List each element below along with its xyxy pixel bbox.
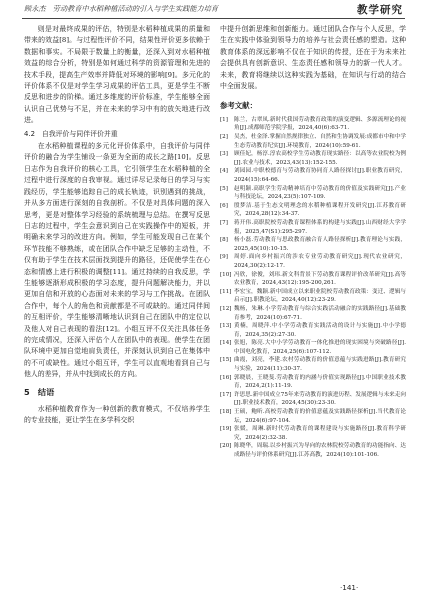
reference-item xyxy=(220,322,406,339)
subsection-heading: 4.2 自我评价与同伴评价并重 xyxy=(24,129,118,138)
reference-text: 赵明颖.高职学生劳动精神培育中劳动教育的价值及实践研究[J].产业与科技论坛，2024,23(5):107-109. xyxy=(234,185,406,201)
section-heading: 5 结语 xyxy=(24,386,55,397)
reference-number: [5] xyxy=(220,185,228,192)
reference-item xyxy=(220,236,406,253)
reference-item xyxy=(220,219,406,236)
reference-item xyxy=(220,339,406,356)
reference-text: 殷梦洁.基于生态文明理念的水稻种植课程开发研究[J].江苏教育研究，2024,28(12):34-37. xyxy=(234,202,406,218)
reference-item xyxy=(220,116,406,133)
reference-text: 王硕，鲍昕.高校劳动教育的价值意蕴及实践路径探析[J].当代教育论坛，2024(6):97-104. xyxy=(234,409,406,424)
reference-number: [17] xyxy=(220,391,232,398)
reference-number: [2] xyxy=(220,134,228,141)
reference-item xyxy=(220,305,406,322)
reference-number: [11] xyxy=(220,288,232,295)
reference-item xyxy=(220,167,406,184)
reference-number: [9] xyxy=(220,254,228,261)
reference-item xyxy=(220,425,406,442)
reference-text: 黄楠，周晓萍.中小学劳动教育实践活动的设计与实施[J].中小学德育，2024,35(2):27-30. xyxy=(234,323,406,338)
reference-number: [15] xyxy=(220,357,232,364)
paragraph: 中提升创新思维和创新能力。通过团队合作与个人反思，学生在实践中体验到领导力的培养与社会责任感的塑造。这种教育体系的深远影响不仅在于知识的传授，还在于为未来社会提供具有创新意识、生态责任感和领导力的新一代人才。未来，教育将继续以这种实践为基础，在知识与行动的结合中全面发展。 xyxy=(220,25,406,91)
reference-text: 许思思.新中国成立75年来劳动教育的演进历程、发展逻辑与未来走向[J].职业技术教育，2024,45(30):23-30. xyxy=(234,391,406,407)
reference-item xyxy=(220,408,406,425)
reference-item xyxy=(220,185,406,202)
reference-text: 蒋开伟.高职院校劳动教育课程体系的构建与实践[J].山西财经大学学报，2025,47(S1):295-297. xyxy=(234,219,406,235)
reference-item xyxy=(220,150,406,167)
reference-number: [8] xyxy=(220,237,228,244)
reference-number: [12] xyxy=(220,305,232,312)
running-title: 顾永杰 劳动教育中水稻种植活动的引入与学生实践能力培育 xyxy=(24,4,219,13)
reference-item xyxy=(220,356,406,373)
reference-number: [3] xyxy=(220,151,228,158)
page-header xyxy=(0,0,427,22)
reference-number: [16] xyxy=(220,374,232,381)
reference-number: [19] xyxy=(220,426,232,433)
reference-item xyxy=(220,288,406,305)
reference-number: [4] xyxy=(220,168,228,175)
reference-item xyxy=(220,271,406,288)
reference-item xyxy=(220,374,406,391)
paragraph: 水稻种植教育作为一种创新的教育模式，不仅培养学生的专业技能，更让学生在多学科交织 xyxy=(24,405,210,425)
reference-text: 刘园园.中职校德育与劳动教育协同育人路径探讨[J].职业教育研究，2024(15):64-66. xyxy=(234,168,406,183)
reference-number: [13] xyxy=(220,323,232,330)
header-rule xyxy=(22,18,405,19)
reference-number: [6] xyxy=(220,202,228,209)
reference-item xyxy=(220,253,406,270)
reference-text: 顾佳妃，杨淳.淳农高校学生劳动教育现实路径：以高等农业院校为例[J].农业与技术，2023,43(13):152-155. xyxy=(234,151,406,166)
reference-text: 周婷.面向乡村振兴的涉农专业劳动教育研究[J].现代农业研究，2024,30(2):12-17. xyxy=(234,254,406,269)
reference-text: 杨小磊.劳动教育与思政教育融合育人路径探析[J].教育理论与实践，2025,45(10):10-15. xyxy=(234,237,406,252)
reference-list xyxy=(220,116,406,460)
reference-text: 冯欣，徐俊，刘玮.新文科背景下劳动教育课程评价改革研究[J].高等农业教育，2024,43(12):195-200,261. xyxy=(234,271,406,287)
reference-number: [14] xyxy=(220,340,232,347)
paragraph: 在水稻种植课程的多元化评价体系中，自我评价与同伴评价的融合为学生铺设一条更为全面的成长之路[10]。反思日志作为自我评价的核心工具，它引领学生在水稻种植的全过程中进行深度的自我审视。通过详尽记录每日的学习与实践经历，学生能够追踪自己的成长轨迹，识别遇到的挑战，并从多方面进行深刻的自我剖析。不仅是对具体问题的深入思考，更是对整体学习经验的系统梳理与总结。在撰写反思日志的过程中，学生会意识到自己在实践操作中的短板，并明确未来学习的改进方向。例如，学生可能发现自己在某个环节技能不够熟练，或在团队合作中缺乏足够的主动性，不仅有助于学生在技术层面找到提升的路径，还促使学生在心态和情感上进行积极的调整[11]。通过持续的自我反思，学生能够逐渐形成积极的学习态度，提升问题解决能力，并以更加自信和开放的心态面对未来的学习与工作挑战。在团队合作中，每个人的角色和贡献都是不可或缺的。通过同伴间的互相评价，学生能够清晰地认识到自己在团队中的定位以及他人对自己表现的看法[12]。小组互评不仅关注具体任务的完成情况，还深入评估个人在团队中的表现。使学生在团队环境中更加自觉地肩负责任，并深刻认识到自己在集体中的不可或缺性。通过小组互评，学生可以直观地看到自己与他人的差异，并从中找到成长的方向。 xyxy=(24,142,210,379)
reference-text: 陈兰，古翠凤.新时代我国劳动教育政策的演变逻辑、多源流理论的视角[J].成都师范学院学报，2024,40(6):63-71. xyxy=(234,116,406,132)
reference-text: 吴杰，杜金泽.掌握自然规律独立、自然和生协调发展:成都市中和中学生态劳动教育纪实[J].环境教育，2024(10):59-61. xyxy=(234,134,406,149)
right-column xyxy=(220,24,406,460)
reference-number: [20] xyxy=(220,443,232,450)
reference-number: [7] xyxy=(220,219,228,226)
page-number: ·141· xyxy=(340,583,359,592)
reference-text: 李宏宝，魏颖.新中国成立以来职业院校劳动教育政策：变迁、逻辑与启示[J].职教论坛，2024,40(12):23-29. xyxy=(234,288,406,304)
paragraph: 则是对最终成果的评估，特别是水稻种植成果的质量和带来的效益[8]。与过程性评价不同，结果性评价更多依赖于数据和事实。不局限于数量上的衡量，还深入到对水稻种植效益的综合分析，特别是如何通过科学的资源管理和先进的技术手段，提高生产效率并降低对环境的影响[9]。多元化的评价体系不仅是对学生学习成果的评估工具，更是学生不断反思和进步的阶梯。通过多维度的评价标准，学生能够全面认识自己优势与不足，并在未来的学习中有的放矢地进行改进。 xyxy=(24,25,210,125)
reference-text: 张旭，陈亮.大中小学劳动教育一体化推进的现实困境与突破路径[J].中国电化教育，2024,25(6):107-112. xyxy=(234,340,406,355)
reference-text: 魏杨，朱琳.小学劳动教育与综合实践活动融合的实践路径[J].基础教育参考，2024(10):67-71. xyxy=(234,305,406,321)
reference-text: 郭晓晨，王晓斐.劳动教育的内涵与价值实现路径[J].中国职业技术教育，2024,2(1):11-19. xyxy=(234,374,406,390)
reference-text: 张媛，周琳.新时代劳动教育的课程建设与实施路径[J].教育科学研究，2024(2):32-38. xyxy=(234,426,406,441)
section-label: 教学研究 xyxy=(357,4,403,16)
reference-number: [18] xyxy=(220,409,232,416)
references-title: 参考文献： xyxy=(220,101,257,111)
reference-item xyxy=(220,133,406,150)
reference-item xyxy=(220,391,406,408)
reference-text: 曲霞，刘亮，李建.农村劳动教育的价值意蕴与实践进路[J].教育研究与实验，2024(11):30-37. xyxy=(234,357,406,373)
reference-item xyxy=(220,202,406,219)
reference-number: [1] xyxy=(220,116,228,123)
reference-number: [10] xyxy=(220,271,232,278)
reference-item xyxy=(220,442,406,459)
left-column xyxy=(24,24,210,427)
reference-text: 陈晓华，周瑞.以乡村振兴为导向的农林院校劳动教育的功能指向、达成路径与评价体系研究[J].江苏高教，2024(10):101-106. xyxy=(234,443,406,458)
